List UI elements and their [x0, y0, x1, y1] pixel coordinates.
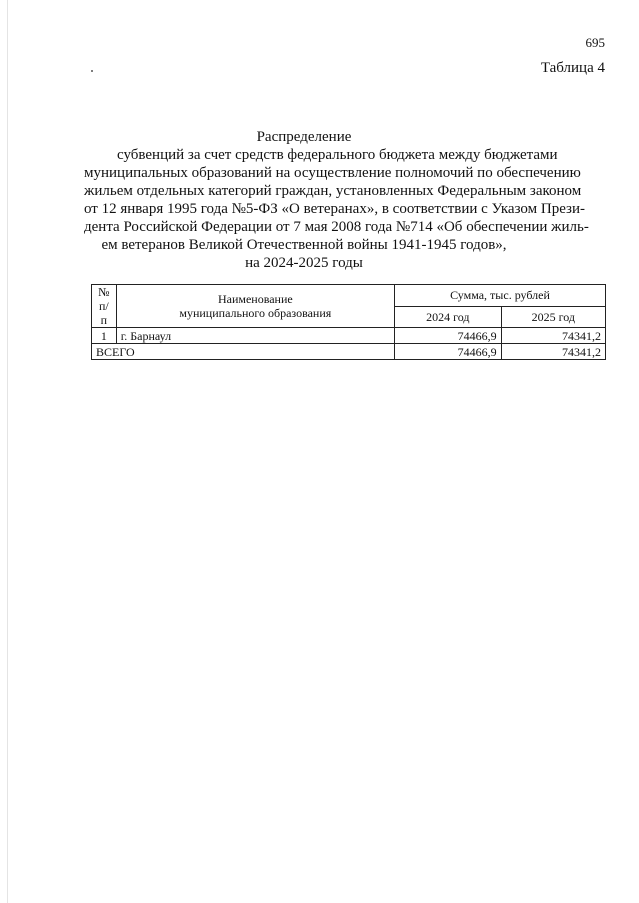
title-line: от 12 января 1995 года №5-ФЗ «О ветеранах», в соответствии с Указом Прези- — [84, 201, 586, 217]
total-sum-2025: 74341,2 — [501, 344, 605, 360]
header-municipality — [116, 285, 394, 328]
title-line: ем ветеранов Великой Отечественной войны 1941-1945 годов», — [101, 237, 507, 253]
header-number-line2: п/п — [98, 299, 109, 327]
row-sum-2025: 74341,2 — [501, 328, 605, 344]
total-sum-2024: 74466,9 — [395, 344, 502, 360]
header-number — [92, 285, 117, 328]
title-line: дента Российской Федерации от 7 мая 2008 года №714 «Об обеспечении жиль- — [84, 219, 589, 235]
header-number-line1: № — [98, 285, 110, 299]
distribution-table — [91, 284, 606, 360]
table-header-row — [92, 285, 606, 307]
title-line: муниципальных образований на осуществление полномочий по обеспечению — [84, 165, 581, 181]
title-line: жильем отдельных категорий граждан, установленных Федеральным законом — [84, 183, 582, 199]
scan-speck — [91, 70, 93, 72]
total-label: ВСЕГО — [92, 344, 395, 360]
row-sum-2024: 74466,9 — [395, 328, 502, 344]
scan-edge — [7, 0, 8, 903]
row-number: 1 — [92, 328, 117, 344]
header-year-2025: 2025 год — [501, 306, 605, 328]
title-heading: Распределение — [256, 129, 352, 145]
header-year-2024: 2024 год — [395, 306, 502, 328]
header-sum: Сумма, тыс. рублей — [395, 285, 606, 307]
header-municipality-line1: Наименование — [217, 292, 293, 306]
table-label: Таблица 4 — [540, 60, 605, 76]
header-municipality-line2: муниципального образования — [179, 306, 332, 320]
document-title — [84, 128, 589, 272]
page-number: 695 — [585, 35, 605, 50]
title-line: субвенций за счет средств федерального бюджета между бюджетами — [117, 147, 558, 163]
row-municipality: г. Барнаул — [116, 328, 394, 344]
title-line: на 2024-2025 годы — [245, 255, 363, 271]
table-row — [92, 328, 606, 344]
total-row — [92, 344, 606, 360]
